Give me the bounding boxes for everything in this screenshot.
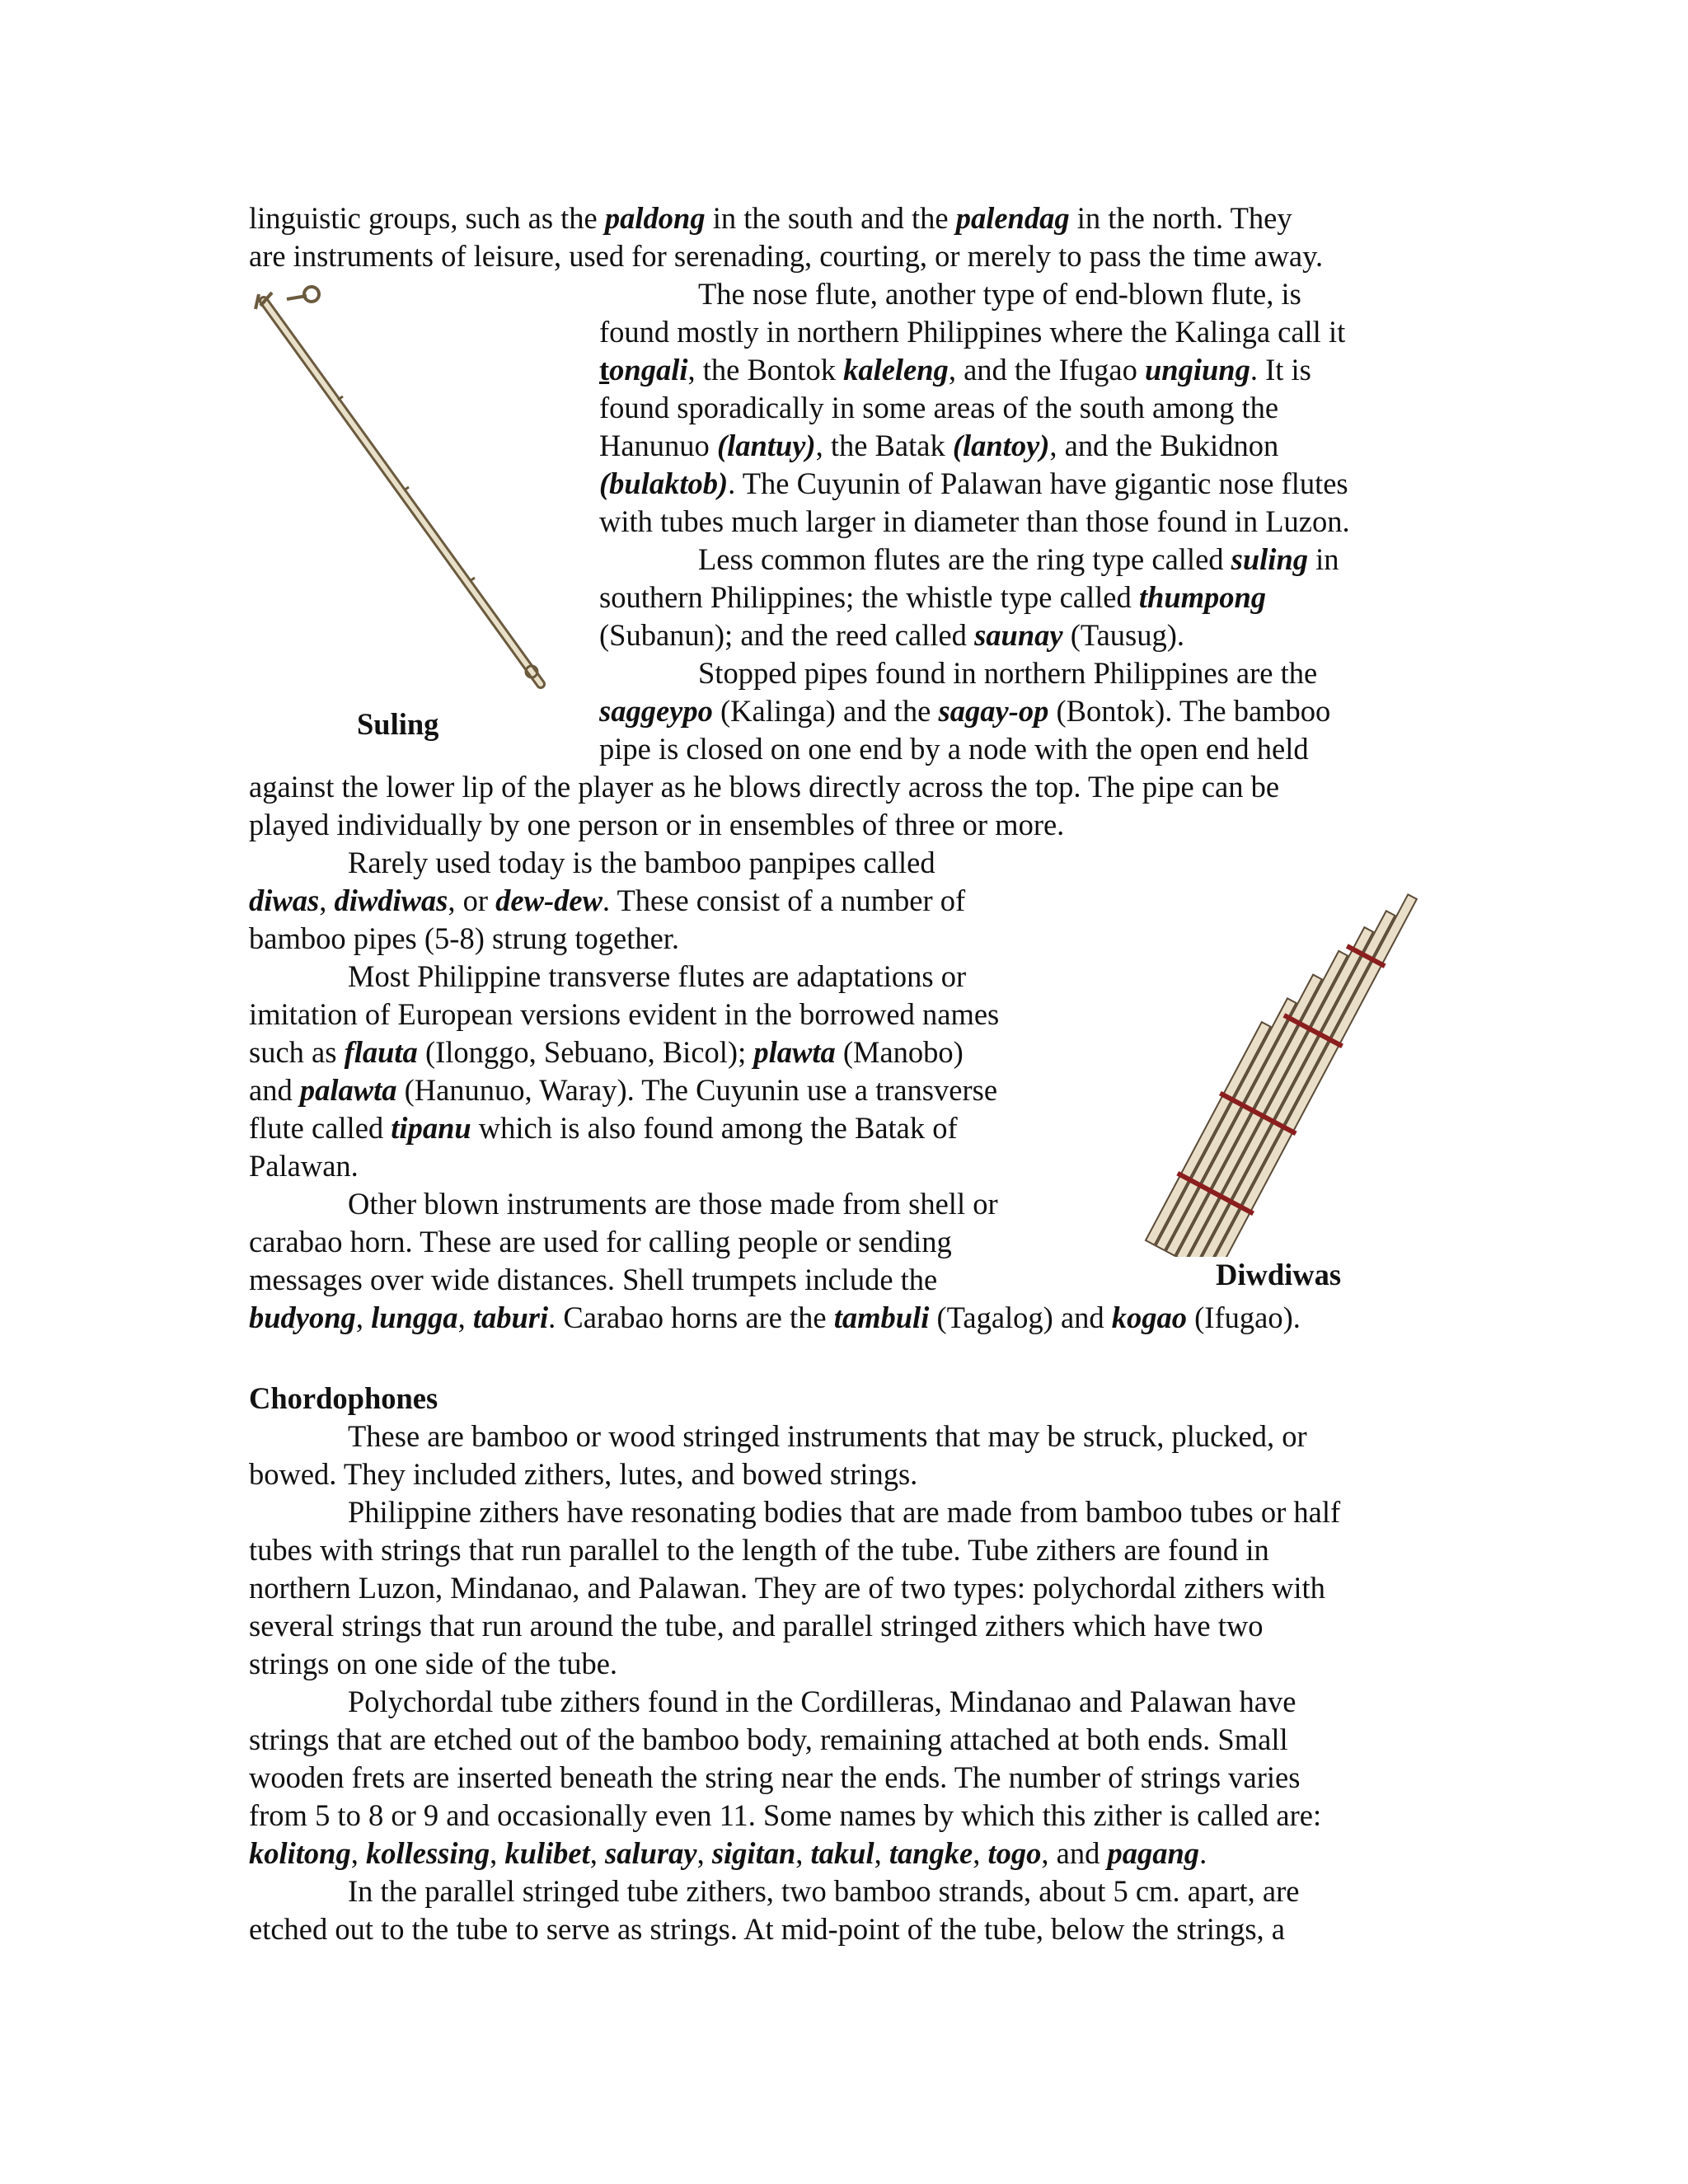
text-line: Other blown instruments are those made from shell or [348, 1187, 998, 1221]
text-line: kolitong, kollessing, kulibet, saluray, sigitan, takul, tangke, togo, and pagang. [249, 1836, 1207, 1870]
text-line: Hanunuo (lantuy), the Batak (lantoy), and the Bukidnon [599, 429, 1279, 462]
text-line: strings that are etched out of the bamboo body, remaining attached at both ends. Small [249, 1722, 1288, 1756]
suling-flute-illustration [247, 276, 560, 705]
figure-caption-suling: Suling [357, 707, 439, 741]
text-line: diwas, diwdiwas, or dew-dew. These consist of a number of [249, 883, 966, 917]
text-line: such as flauta (Ilonggo, Sebuano, Bicol); plawta (Manobo) [249, 1035, 964, 1069]
text-line: strings on one side of the tube. [249, 1647, 618, 1680]
text-line: bowed. They included zithers, lutes, and bowed strings. [249, 1457, 918, 1491]
text-line: northern Luzon, Mindanao, and Palawan. They are of two types: polychordal zithers with [249, 1571, 1325, 1605]
text-line: are instruments of leisure, used for serenading, courting, or merely to pass the time away. [249, 239, 1324, 273]
figure-caption-diwdiwas: Diwdiwas [1216, 1258, 1342, 1291]
text-line: from 5 to 8 or 9 and occasionally even 11. Some names by which this zither is called are: [249, 1798, 1322, 1832]
text-line: against the lower lip of the player as he blows directly across the top. The pipe can be [249, 770, 1280, 804]
text-line: These are bamboo or wood stringed instruments that may be struck, plucked, or [348, 1419, 1307, 1453]
text-line: Most Philippine transverse flutes are adaptations or [348, 959, 967, 993]
text-line: tongali, the Bontok kaleleng, and the Ifugao ungiung. It is [599, 353, 1311, 387]
text-line: (Subanun); and the reed called saunay (Tausug). [599, 618, 1185, 652]
text-line: found mostly in northern Philippines where the Kalinga call it [599, 315, 1346, 349]
text-line: Less common flutes are the ring type called suling in [698, 542, 1339, 576]
text-line: southern Philippines; the whistle type called thumpong [599, 580, 1267, 614]
text-line: imitation of European versions evident in the borrowed names [249, 997, 1000, 1031]
text-line: In the parallel stringed tube zithers, two bamboo strands, about 5 cm. apart, are [348, 1874, 1300, 1908]
text-line: tubes with strings that run parallel to the length of the tube. Tube zithers are found in [249, 1533, 1269, 1567]
text-line: etched out to the tube to serve as strings. At mid-point of the tube, below the strings, a [249, 1912, 1285, 1946]
text-line: The nose flute, another type of end-blown flute, is [698, 277, 1301, 311]
text-line: linguistic groups, such as the paldong in the south and the palendag in the north. They [249, 201, 1292, 235]
text-line: messages over wide distances. Shell trumpets include the [249, 1263, 938, 1296]
text-line: Palawan. [249, 1149, 359, 1183]
text-line: budyong, lungga, taburi. Carabao horns are the tambuli (Tagalog) and kogao (Ifugao). [249, 1301, 1301, 1334]
text-line: wooden frets are inserted beneath the string near the ends. The number of strings varies [249, 1760, 1301, 1794]
text-line: Rarely used today is the bamboo panpipes called [348, 846, 935, 879]
text-line: flute called tipanu which is also found among the Batak of [249, 1111, 958, 1145]
text-line: carabao horn. These are used for calling people or sending [249, 1225, 952, 1258]
text-line: Philippine zithers have resonating bodies that are made from bamboo tubes or half [348, 1495, 1341, 1529]
text-line: and palawta (Hanunuo, Waray). The Cuyunin use a transverse [249, 1073, 998, 1107]
text-line: with tubes much larger in diameter than those found in Luzon. [599, 504, 1350, 538]
text-line: pipe is closed on one end by a node with the open end held [599, 732, 1309, 766]
diwdiwas-panpipe-illustration [1129, 853, 1442, 1257]
text-line: several strings that run around the tube, and parallel stringed zithers which have two [249, 1609, 1264, 1643]
text-line: bamboo pipes (5-8) strung together. [249, 921, 680, 955]
text-line: Stopped pipes found in northern Philippines are the [698, 656, 1318, 690]
text-line: found sporadically in some areas of the south among the [599, 391, 1279, 424]
section-heading: Chordophones [249, 1381, 438, 1415]
text-line: (bulaktob). The Cuyunin of Palawan have gigantic nose flutes [599, 466, 1348, 500]
text-line: played individually by one person or in ensembles of three or more. [249, 808, 1065, 841]
text-line: Polychordal tube zithers found in the Cordilleras, Mindanao and Palawan have [348, 1685, 1296, 1718]
text-line: saggeypo (Kalinga) and the sagay-op (Bontok). The bamboo [599, 694, 1331, 728]
